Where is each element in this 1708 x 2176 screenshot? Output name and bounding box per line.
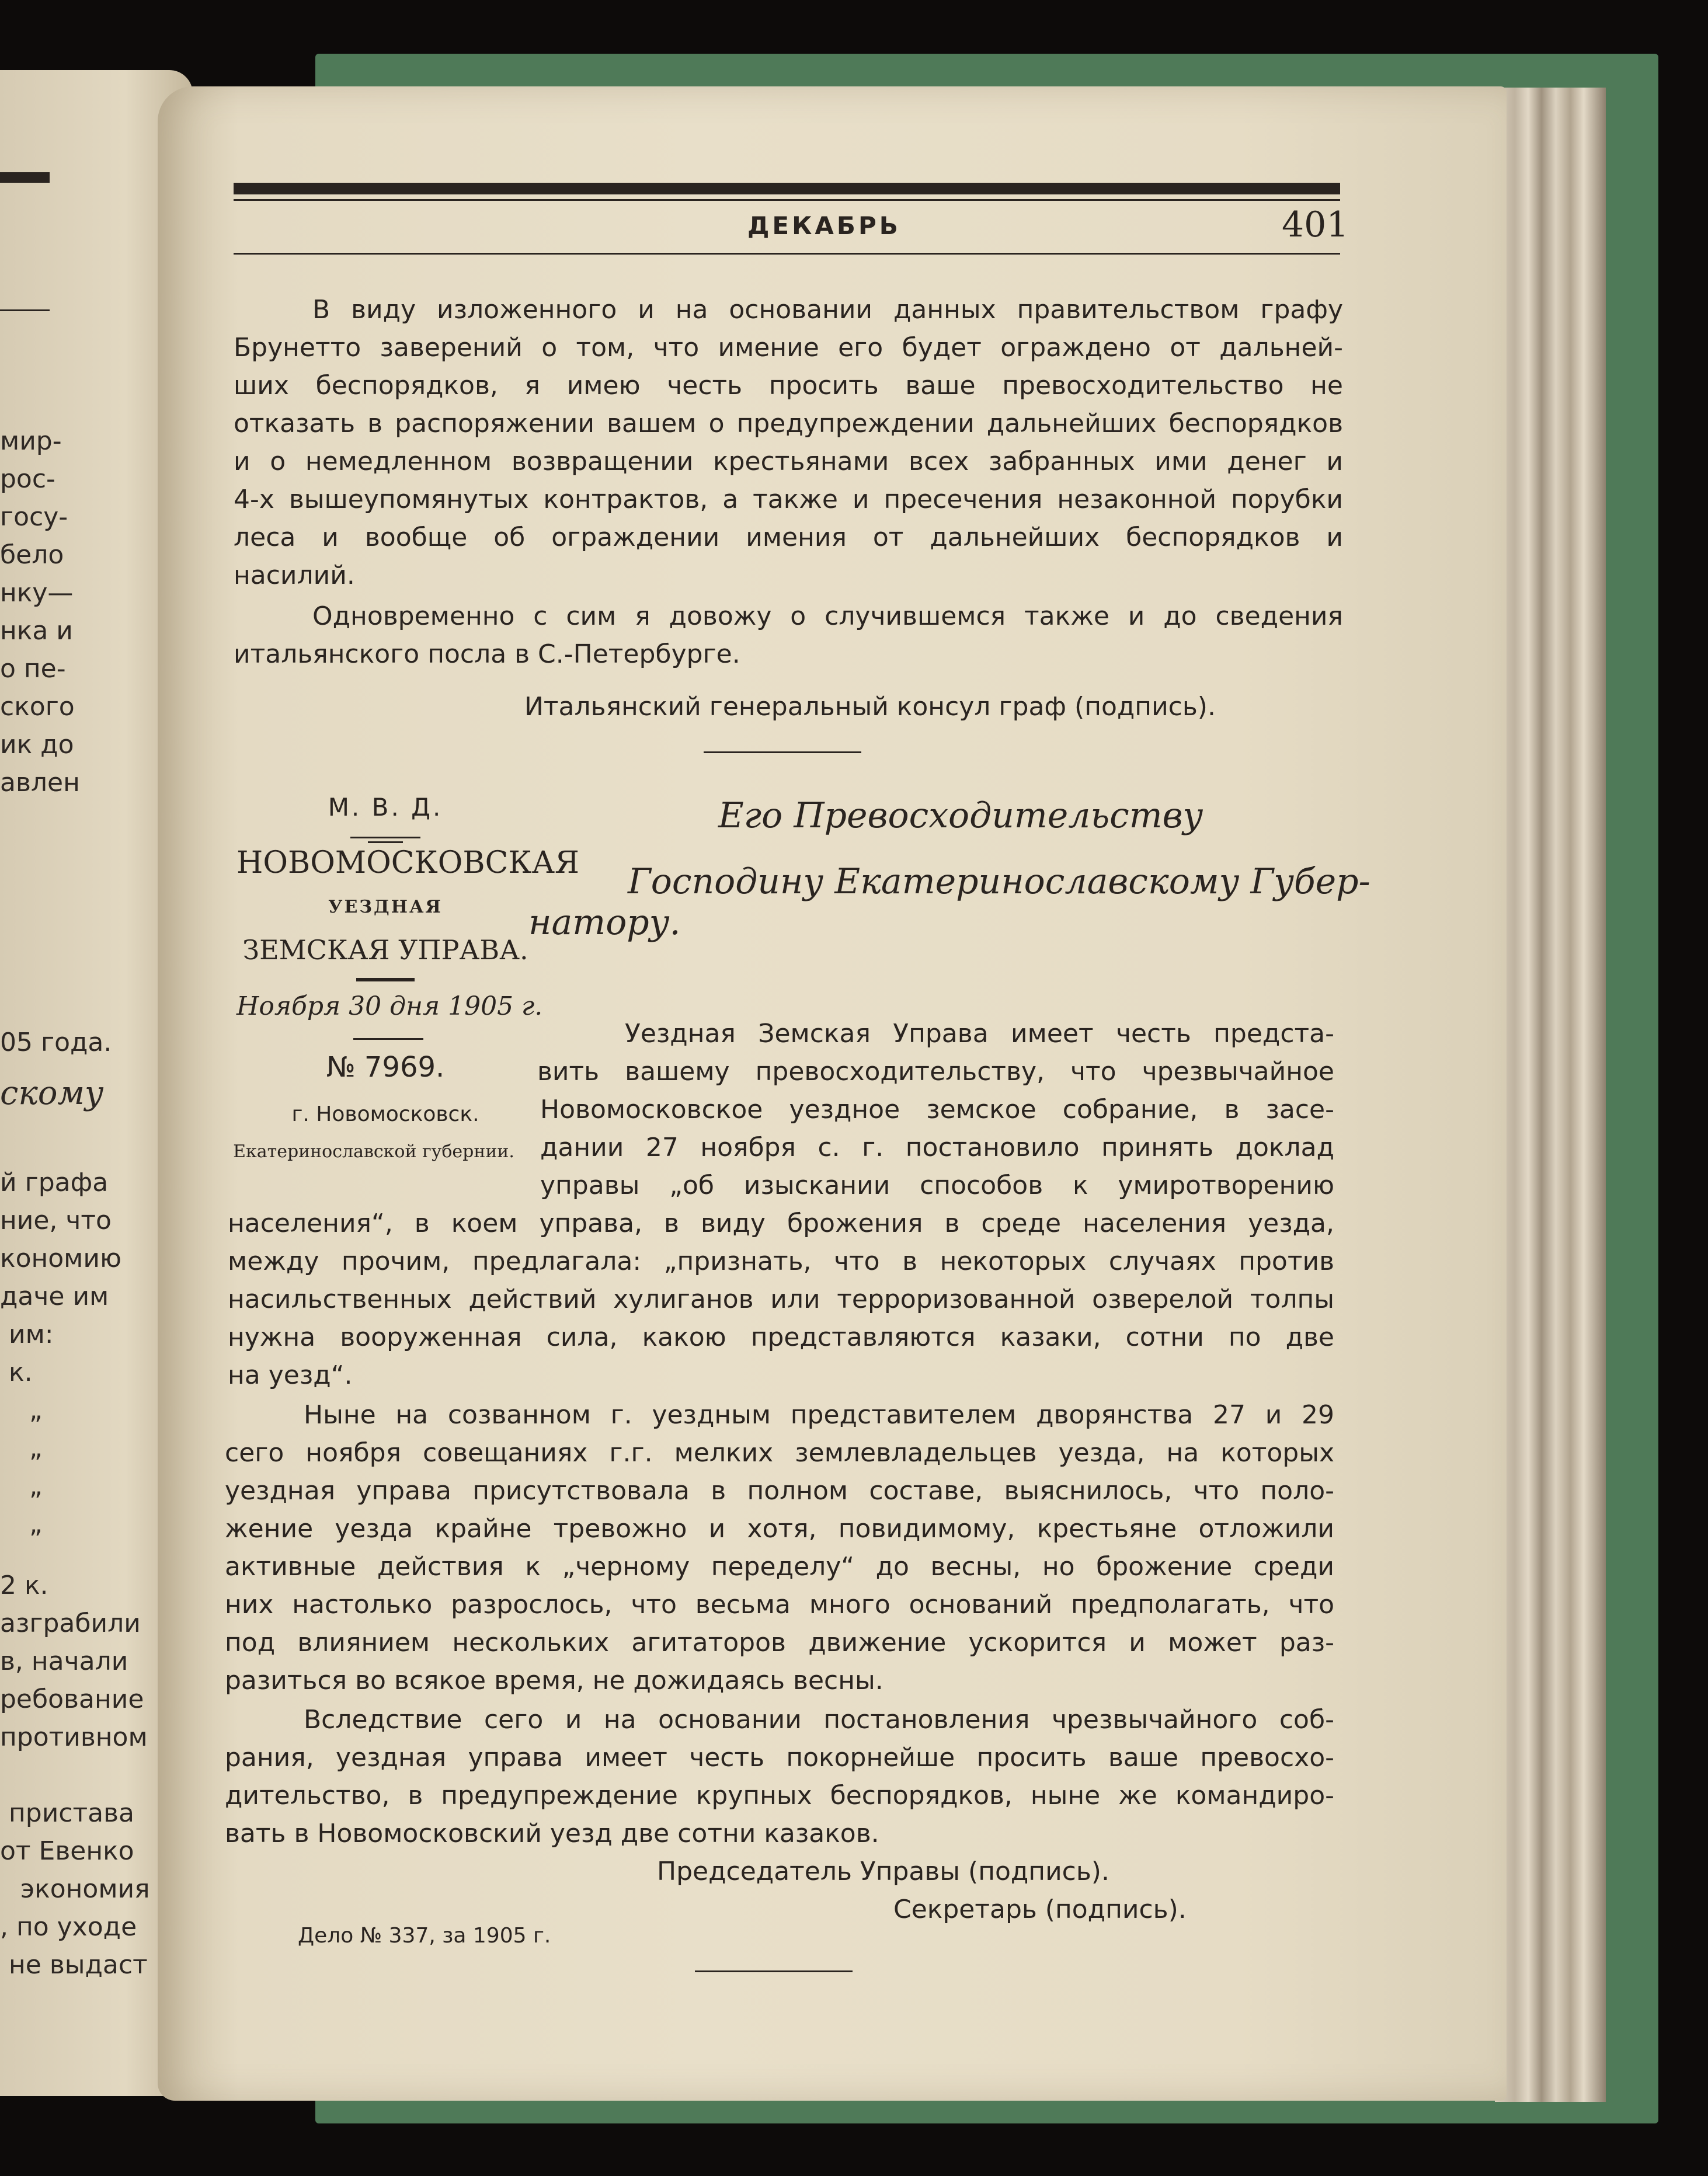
left-fragment: „ xyxy=(29,1509,43,1539)
left-fragment: скому xyxy=(0,1074,104,1112)
left-fragment: 2 к. xyxy=(0,1571,48,1600)
paragraph-line: отказать в распоряжении вашем о предупреждении дальнейших беспорядков xyxy=(234,409,1343,438)
left-fragment: „ xyxy=(29,1471,43,1501)
paragraph-line: нужна вооруженная сила, какою представляются казаки, сотни по две xyxy=(228,1322,1334,1352)
paragraph-line: активные действия к „черному переделу“ до весны, но брожение среди xyxy=(225,1552,1334,1582)
left-fragment: в, начали xyxy=(0,1646,128,1676)
mini-rule xyxy=(353,1038,423,1040)
paragraph-line: управы „об изыскании способов к умиротворению xyxy=(540,1171,1334,1200)
left-fragment: о пе- xyxy=(0,654,66,684)
paragraph-line: насильственных действий хулиганов или терроризованной озверелой толпы xyxy=(228,1284,1334,1314)
paragraph-line: между прочим, предлагала: „признать, что в некоторых случаях против xyxy=(228,1247,1334,1276)
paragraph-line: Одновременно с сим я довожу о случившемся также и до сведения xyxy=(312,601,1343,631)
header-rule-thin xyxy=(234,199,1340,201)
left-fragment: , по уходе xyxy=(0,1912,137,1942)
paragraph-line: сего ноября совещаниях г.г. мелких землевладельцев уезда, на которых xyxy=(225,1438,1334,1468)
paragraph-line: вать в Новомосковский уезд две сотни казаков. xyxy=(225,1819,879,1848)
left-fragment: от Евенко xyxy=(0,1836,134,1866)
left-fragment: нка и xyxy=(0,616,73,646)
left-fragment: противном xyxy=(0,1722,148,1752)
left-fragment: азграбили xyxy=(0,1609,141,1638)
paragraph-line: насилий. xyxy=(234,560,355,590)
mini-rule xyxy=(356,978,415,981)
paragraph-line: и о немедленном возвращении крестьянами всех забранных ими денег и xyxy=(234,447,1343,476)
mini-rule xyxy=(350,837,420,838)
section-separator xyxy=(704,751,861,753)
sender-type: УЕЗДНАЯ xyxy=(328,897,443,917)
left-fragment: ние, что xyxy=(0,1206,112,1235)
addressee-line: Его Превосходительству xyxy=(718,795,1203,836)
left-fragment: ик до xyxy=(0,730,74,760)
left-fragment: рос- xyxy=(0,464,55,494)
paragraph-line: леса и вообще об ограждении имения от дальнейших беспорядков и xyxy=(234,523,1343,552)
left-fragment: ребование xyxy=(0,1684,144,1714)
left-fragment: нку— xyxy=(0,578,74,608)
paragraph-line: Ныне на созванном г. уездным представителем дворянства 27 и 29 xyxy=(304,1400,1334,1430)
left-fragment: ского xyxy=(0,692,75,722)
left-fragment: й графа xyxy=(0,1168,109,1197)
left-page-rule xyxy=(0,172,50,183)
secretary-signature: Секретарь (подпись). xyxy=(893,1895,1187,1924)
left-fragment: кономию xyxy=(0,1244,122,1273)
left-fragment: пристава xyxy=(9,1798,134,1828)
left-page-rule-thin xyxy=(0,309,50,311)
letter-date: Ноября 30 дня 1905 г. xyxy=(236,991,543,1021)
left-fragment: экономия xyxy=(20,1874,150,1904)
left-fragment: „ xyxy=(29,1433,43,1463)
paragraph-line: уездная управа присутствовала в полном составе, выяснилось, что поло- xyxy=(225,1476,1334,1506)
paragraph-line: итальянского посла в С.-Петербурге. xyxy=(234,639,740,669)
paragraph-line: 4-х вышеупомянутых контрактов, а также и пресечения незаконной порубки xyxy=(234,485,1343,514)
left-fragment: к. xyxy=(9,1357,33,1387)
addressee-line: натору. xyxy=(528,902,681,943)
left-fragment: „ xyxy=(29,1395,43,1425)
section-separator xyxy=(695,1970,853,1972)
left-fragment: госу- xyxy=(0,502,68,532)
paragraph-line: Брунетто заверений о том, что имение его будет ограждено от дальней- xyxy=(234,333,1343,363)
page-number: 401 xyxy=(1282,204,1349,245)
left-fragment: не выдаст xyxy=(9,1950,148,1980)
header-rule-bottom xyxy=(234,253,1340,255)
paragraph-line: вить вашему превосходительству, что чрезвычайное xyxy=(537,1057,1334,1087)
consul-signature: Итальянский генеральный консул граф (подпись). xyxy=(524,692,1216,722)
paragraph-line: под влиянием нескольких агитаторов движение ускорится и может раз- xyxy=(225,1628,1334,1658)
left-fragment: авлен xyxy=(0,768,80,798)
chairman-signature: Председатель Управы (подпись). xyxy=(657,1857,1109,1886)
left-fragment: мир- xyxy=(0,426,62,456)
paragraph-line: рания, уездная управа имеет честь покорнейше просить ваше превосхо- xyxy=(225,1743,1334,1773)
paragraph-line: Уездная Земская Управа имеет честь предста- xyxy=(625,1019,1334,1049)
running-head: ДЕКАБРЬ xyxy=(747,211,901,240)
archive-reference: Дело № 337, за 1905 г. xyxy=(298,1924,551,1948)
sender-province: Екатеринославской губернии. xyxy=(233,1141,514,1162)
paragraph-line: Новомосковское уездное земское собрание, в засе- xyxy=(540,1095,1334,1124)
paragraph-line: В виду изложенного и на основании данных правительством графу xyxy=(312,295,1343,325)
letter-number: № 7969. xyxy=(326,1051,445,1084)
left-fragment: 05 года. xyxy=(0,1028,112,1057)
paragraph-line: них настолько разрослось, что весьма много оснований предполагать, что xyxy=(225,1590,1334,1620)
paragraph-line: на уезд“. xyxy=(228,1360,353,1390)
paragraph-line: дании 27 ноября с. г. постановило принять доклад xyxy=(540,1133,1334,1162)
paragraph-line: дительство, в предупреждение крупных беспорядков, ныне же командиро- xyxy=(225,1781,1334,1811)
paragraph-line: населения“, в коем управа, в виду брожения в среде населения уезда, xyxy=(228,1209,1334,1238)
paragraph-line: разиться во всякое время, не дожидаясь весны. xyxy=(225,1666,883,1695)
left-fragment: даче им xyxy=(0,1282,109,1311)
page-edges xyxy=(1495,88,1606,2102)
left-fragment: бело xyxy=(0,540,64,570)
sender-name: НОВОМОСКОВСКАЯ xyxy=(236,845,579,880)
paragraph-line: ших беспорядков, я имею честь просить ваше превосходительство не xyxy=(234,371,1343,401)
header-rule-thick xyxy=(234,183,1340,194)
left-fragment: им: xyxy=(9,1319,54,1349)
paragraph-line: Вследствие сего и на основании постановления чрезвычайного соб- xyxy=(304,1705,1334,1735)
paragraph-line: жение уезда крайне тревожно и хотя, повидимому, крестьяне отложили xyxy=(225,1514,1334,1544)
sender-body: ЗЕМСКАЯ УПРАВА. xyxy=(242,934,528,966)
ministry-abbrev: М. В. Д. xyxy=(328,793,443,821)
mini-rule xyxy=(368,841,403,843)
addressee-line: Господину Екатеринославскому Губер- xyxy=(628,861,1370,902)
sender-city: г. Новомосковск. xyxy=(291,1102,479,1126)
